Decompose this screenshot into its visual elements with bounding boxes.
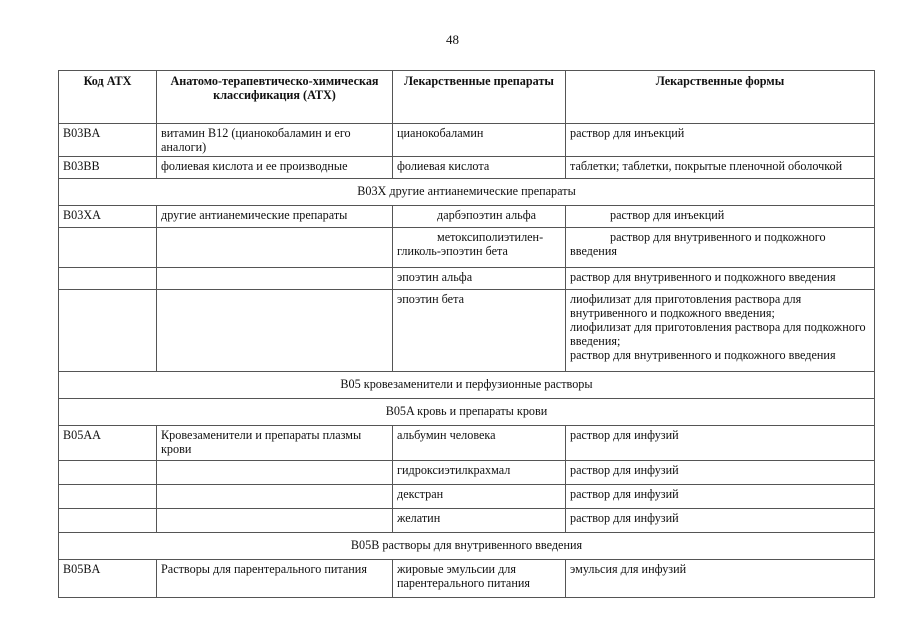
atx-code-cell <box>59 509 157 533</box>
section-title: B05A кровь и препараты крови <box>59 399 875 426</box>
drug-cell: эпоэтин альфа <box>393 268 566 290</box>
section-row <box>59 372 875 399</box>
table-row <box>59 509 875 533</box>
classification-cell <box>157 268 393 290</box>
dosage-form-cell: раствор для инфузий <box>566 426 875 461</box>
classification-cell: Растворы для парентерального питания <box>157 560 393 598</box>
atx-code-cell <box>59 290 157 372</box>
drug-cell: эпоэтин бета <box>393 290 566 372</box>
drug-cell: дарбэпоэтин альфа <box>393 206 566 228</box>
atx-code-cell: B03XA <box>59 206 157 228</box>
header-drugs: Лекарственные препараты <box>393 71 566 124</box>
atx-drug-table <box>58 70 875 598</box>
atx-code-cell: B03BA <box>59 124 157 157</box>
table-row <box>59 426 875 461</box>
classification-cell <box>157 461 393 485</box>
header-atx-code: Код АТХ <box>59 71 157 124</box>
section-title: B03X другие антианемические препараты <box>59 179 875 206</box>
classification-cell <box>157 228 393 268</box>
section-row <box>59 533 875 560</box>
classification-cell <box>157 485 393 509</box>
atx-code-cell <box>59 268 157 290</box>
table-row <box>59 560 875 598</box>
drug-cell: гидроксиэтилкрахмал <box>393 461 566 485</box>
classification-cell: витамин B12 (цианокобаламин и его аналоги) <box>157 124 393 157</box>
table-row <box>59 124 875 157</box>
drug-cell: фолиевая кислота <box>393 157 566 179</box>
drug-cell: желатин <box>393 509 566 533</box>
drug-cell: жировые эмульсии для парентерального питания <box>393 560 566 598</box>
table-row <box>59 290 875 372</box>
dosage-form-cell: лиофилизат для приготовления раствора для внутривенного и подкожного введения; лиофилизат для приготовления раствора для подкожного введения; раствор для внутривенного и подкожного введения <box>566 290 875 372</box>
dosage-form-cell: раствор для инъекций <box>566 206 875 228</box>
table-row <box>59 461 875 485</box>
atx-code-cell <box>59 228 157 268</box>
dosage-form-cell: раствор для внутривенного и подкожного введения <box>566 228 875 268</box>
header-dosage-forms: Лекарственные формы <box>566 71 875 124</box>
page-number: 48 <box>446 32 459 47</box>
classification-cell <box>157 290 393 372</box>
table-row <box>59 485 875 509</box>
dosage-form-cell: раствор для инфузий <box>566 485 875 509</box>
table-header-row <box>59 71 875 124</box>
dosage-form-cell: раствор для инфузий <box>566 509 875 533</box>
dosage-form-cell: раствор для инъекций <box>566 124 875 157</box>
classification-cell: фолиевая кислота и ее производные <box>157 157 393 179</box>
classification-cell: Кровезаменители и препараты плазмы крови <box>157 426 393 461</box>
atx-code-cell: B05BA <box>59 560 157 598</box>
drug-cell: альбумин человека <box>393 426 566 461</box>
classification-cell: другие антианемические препараты <box>157 206 393 228</box>
section-title: B05 кровезаменители и перфузионные растворы <box>59 372 875 399</box>
section-row <box>59 179 875 206</box>
dosage-form-cell: раствор для внутривенного и подкожного введения <box>566 268 875 290</box>
table-row <box>59 206 875 228</box>
drug-cell: декстран <box>393 485 566 509</box>
dosage-form-cell: раствор для инфузий <box>566 461 875 485</box>
table-row <box>59 157 875 179</box>
header-atx-classification: Анатомо-терапевтическо-химическая классификация (АТХ) <box>157 71 393 124</box>
section-row <box>59 399 875 426</box>
section-title: B05B растворы для внутривенного введения <box>59 533 875 560</box>
drug-cell: цианокобаламин <box>393 124 566 157</box>
dosage-form-cell: таблетки; таблетки, покрытые пленочной оболочкой <box>566 157 875 179</box>
atx-code-cell: B03BB <box>59 157 157 179</box>
drug-cell: метоксиполиэтилен-гликоль-эпоэтин бета <box>393 228 566 268</box>
table-row <box>59 268 875 290</box>
atx-code-cell <box>59 485 157 509</box>
atx-code-cell: B05AA <box>59 426 157 461</box>
atx-code-cell <box>59 461 157 485</box>
table-row <box>59 228 875 268</box>
dosage-form-cell: эмульсия для инфузий <box>566 560 875 598</box>
classification-cell <box>157 509 393 533</box>
